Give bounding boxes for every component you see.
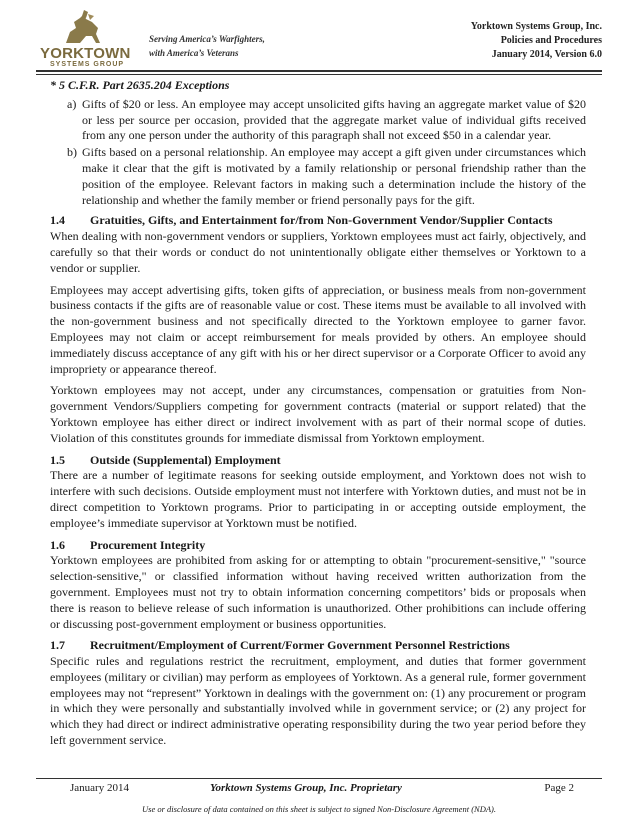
- tagline-line1: Serving America’s Warfighters,: [149, 34, 265, 44]
- paragraph: When dealing with non-government vendors or suppliers, Yorktown employees must act fairly, objectively, and carefully so that their words or conduct do not unintentionally obligate either themselves or Yorktown to a vendor or supplier.: [50, 229, 586, 275]
- tagline-line2: with America’s Veterans: [149, 48, 239, 58]
- section-heading: [50, 453, 586, 469]
- paragraph: Yorktown employees are prohibited from asking for or attempting to obtain "procurement-sensitive," "source selection-sensitive," or classified information without having received written authorization from the government. Employees must not try to obtain information concerning competitors’ bids or proposals when there is reason to believe release of such information is unauthorized. Other prohibitions can include offering or discussing post-government employment or business opportunities.: [50, 553, 586, 631]
- horse-rider-icon: [36, 10, 132, 46]
- page-number: Page 2: [544, 782, 574, 794]
- section-title: Gratuities, Gifts, and Entertainment for/from Non-Government Vendor/Supplier Contacts: [90, 213, 553, 228]
- section-number: 1.5: [50, 452, 65, 467]
- section-title: Procurement Integrity: [90, 537, 206, 552]
- company-name: Yorktown Systems Group, Inc.: [470, 21, 602, 32]
- logo-subtitle: SYSTEMS GROUP: [50, 61, 125, 68]
- yorktown-logo: [36, 10, 132, 72]
- header-company-block: [471, 20, 602, 62]
- paragraph: Specific rules and regulations restrict the recruitment, employment, and duties that former government employees (military or civilian) may perform as employees of Yorktown. As a general rule, former government employees may not “represent” Yorktown in dealings with the government on: (1) any procurement or program in which they were personally and substantially involved while in government service; or (2) any project for which they had direct or indirect administrative operating responsibility during the two year period before they left government service.: [50, 654, 586, 748]
- list-marker: b): [67, 145, 77, 160]
- list-marker: a): [67, 96, 77, 111]
- paragraph: Employees may accept advertising gifts, token gifts of appreciation, or business meals from non-government business contacts if the gifts are of reasonable value or cost. These items must be available to all involved with the non-government business and not specifically directed to the Yorktown employee to garner favor. Employees may not claim or accept reimbursement for meals provided by others. An employee should immediately discuss acceptance of any gift with his or her direct supervisor or a Corporate Officer to avoid any impropriety or appearance thereof.: [50, 282, 586, 376]
- list-item-text: Gifts of $20 or less. An employee may accept unsolicited gifts having an aggregate market value of $20 or less per source per occasion, provided that the aggregate market value of individual gifts received from any one person under the authority of this paragraph shall not exceed $50 in a calendar year.: [82, 96, 586, 143]
- section-heading: [50, 638, 586, 654]
- footer-divider: [36, 778, 602, 779]
- footer-proprietary: Yorktown Systems Group, Inc. Proprietary: [210, 782, 402, 794]
- document-version: January 2014, Version 6.0: [491, 49, 602, 60]
- document-title: Policies and Procedures: [500, 35, 602, 46]
- header-divider: [36, 70, 602, 72]
- section-title: Recruitment/Employment of Current/Former Government Personnel Restrictions: [90, 638, 510, 653]
- logo-wordmark: YORKTOWN: [40, 45, 131, 62]
- nda-notice: Use or disclosure of data contained on this sheet is subject to signed Non-Disclosure Agreement (NDA).: [142, 804, 496, 814]
- section-number: 1.4: [50, 213, 65, 228]
- page-header: [36, 8, 602, 76]
- exceptions-heading: * 5 C.F.R. Part 2635.204 Exceptions: [50, 78, 230, 92]
- header-divider-thin: [36, 74, 602, 75]
- paragraph: There are a number of legitimate reasons for seeking outside employment, and Yorktown does not wish to interfere with such decisions. Outside employment must not interfere with Yorktown duties, and must not be in direct competition to Yorktown programs. Prior to participating in or accepting outside employment, the employee’s immediate supervisor at Yorktown must be notified.: [50, 468, 586, 530]
- list-item: [50, 97, 586, 144]
- section-heading: [50, 213, 586, 229]
- section-number: 1.7: [50, 638, 65, 653]
- section-number: 1.6: [50, 537, 65, 552]
- document-body: [50, 78, 586, 755]
- list-item: [50, 145, 586, 208]
- paragraph: Yorktown employees may not accept, under any circumstances, compensation or gratuities from Non-government Vendors/Suppliers competing for government contracts (material or support related) that the Yorktown employee has either direct or indirect involvement with as part of their normal scope of duties. Violation of this constitutes grounds for immediate dismissal from Yorktown employment.: [50, 383, 586, 445]
- list-item-text: Gifts based on a personal relationship. An employee may accept a gift given under circumstances which make it clear that the gift is motivated by a family relationship or personal friendship rather than the position of the employee. Relevant factors in making such a determination include the history of the relationship and whether the family member or friend personally pays for the gift.: [82, 145, 586, 207]
- header-tagline: [149, 32, 265, 60]
- footer-date: January 2014: [70, 782, 129, 794]
- section-title: Outside (Supplemental) Employment: [90, 452, 281, 467]
- section-heading: [50, 538, 586, 554]
- page-footer: [70, 782, 574, 798]
